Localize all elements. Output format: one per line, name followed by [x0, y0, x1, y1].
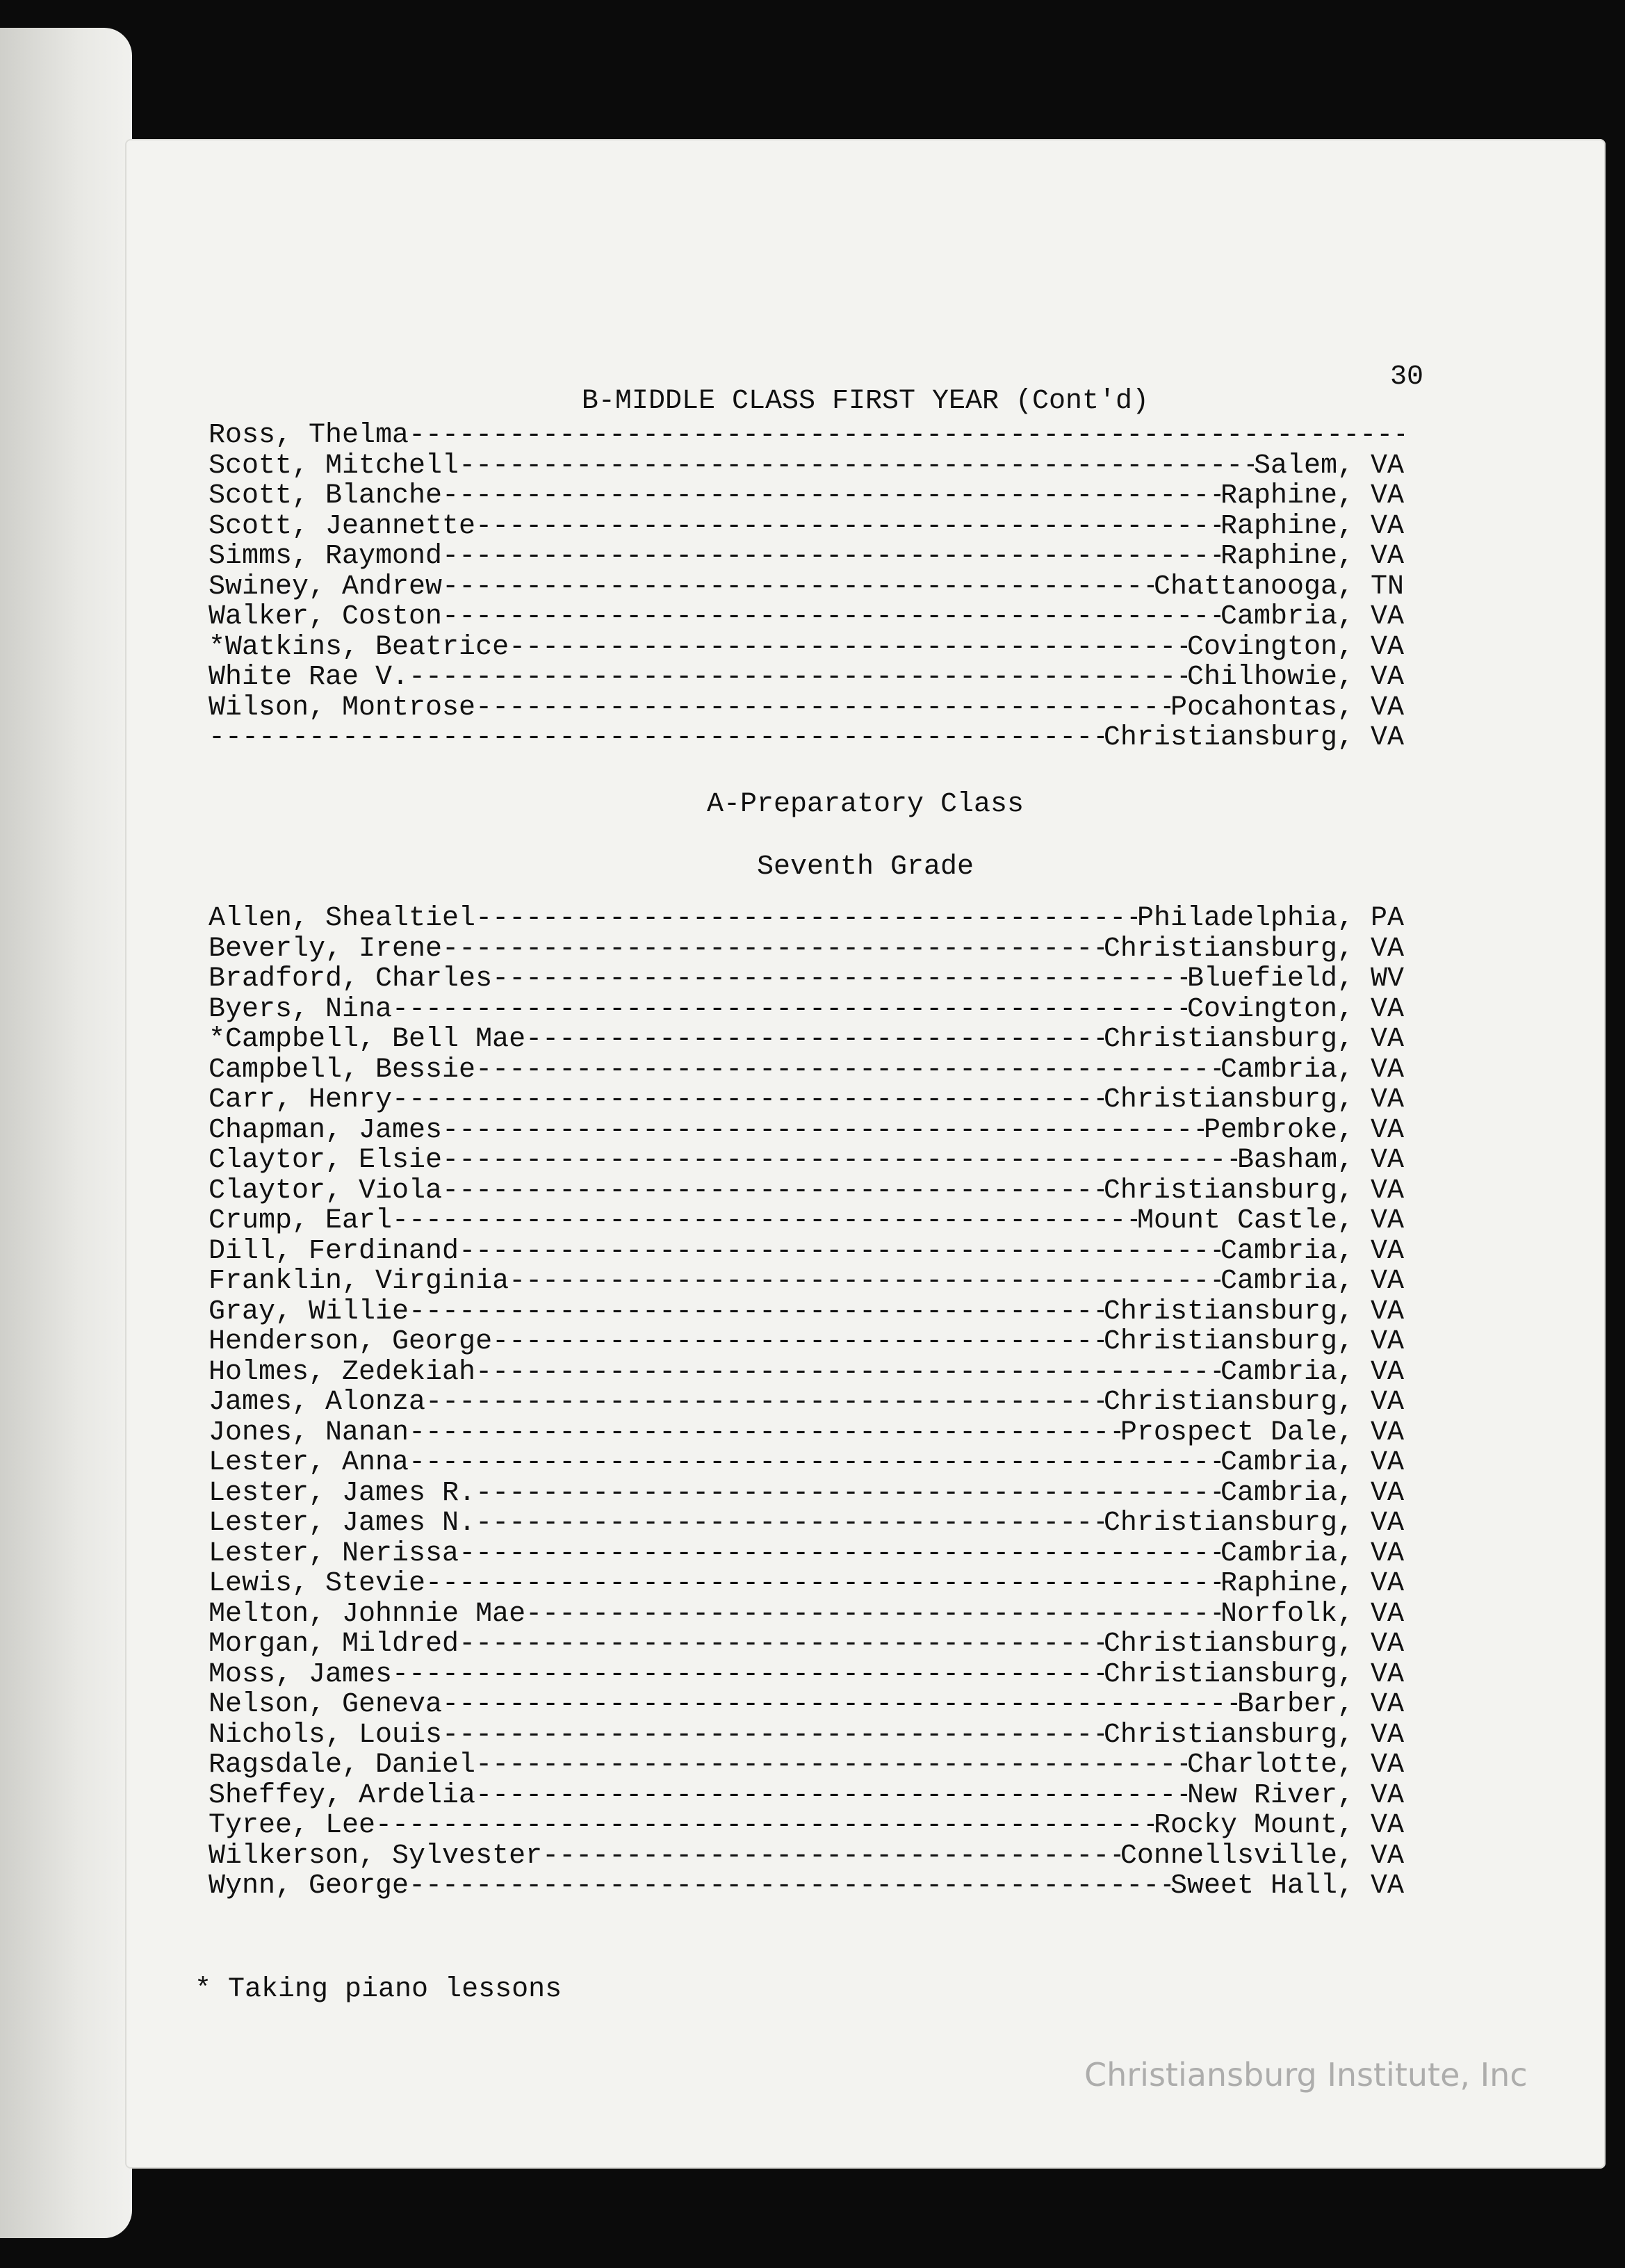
list-item — [209, 512, 1404, 542]
leader-dashes — [475, 1508, 1104, 1539]
leader-dashes — [409, 1418, 1120, 1449]
list-item — [209, 1539, 1404, 1569]
hometown: Cambria, VA — [1220, 1235, 1404, 1267]
list-item — [209, 1720, 1404, 1751]
student-name: Ross, Thelma — [209, 420, 409, 451]
leader-dashes — [459, 1539, 1220, 1569]
page-number: 30 — [1390, 361, 1424, 393]
student-name: Tyree, Lee — [209, 1810, 376, 1841]
hometown: Cambria, VA — [1220, 1054, 1404, 1086]
student-name: James, Alonza — [209, 1387, 426, 1418]
leader-dashes — [425, 1569, 1220, 1599]
hometown: Salem, VA — [1253, 450, 1404, 482]
leader-dashes — [442, 1116, 1204, 1146]
leader-dashes — [442, 1720, 1104, 1751]
student-name: Henderson, George — [209, 1326, 493, 1357]
student-name: Moss, James — [209, 1658, 393, 1690]
leader-dashes — [442, 1176, 1104, 1207]
list-item — [209, 1811, 1404, 1841]
seventh-grade-list — [209, 904, 1404, 1902]
hometown: Raphine, VA — [1220, 510, 1404, 542]
student-name: Wilkerson, Sylvester — [209, 1840, 543, 1872]
student-name: Swiney, Andrew — [209, 571, 443, 603]
student-name: Scott, Jeannette — [209, 510, 476, 542]
leader-dashes — [442, 1690, 1237, 1720]
student-name: Allen, Shealtiel — [209, 903, 476, 934]
leader-dashes — [409, 1297, 1104, 1328]
hometown: Cambria, VA — [1220, 1356, 1404, 1388]
list-item — [209, 1660, 1404, 1690]
student-name: Melton, Johnnie Mae — [209, 1598, 526, 1630]
hometown: Raphine, VA — [1220, 480, 1404, 512]
hometown: Christiansburg, VA — [1103, 1024, 1404, 1055]
hometown: New River, VA — [1186, 1779, 1404, 1811]
student-name: *Campbell, Bell Mae — [209, 1024, 526, 1055]
student-name: Scott, Mitchell — [209, 450, 459, 482]
middle-class-list — [209, 421, 1404, 753]
leader-dashes — [475, 1750, 1187, 1781]
hometown: Christiansburg, VA — [1103, 1508, 1404, 1539]
student-name: Campbell, Bessie — [209, 1054, 476, 1086]
document-page — [125, 139, 1606, 2169]
leader-dashes — [409, 662, 1187, 693]
hometown: Cambria, VA — [1220, 601, 1404, 633]
leader-dashes — [542, 1841, 1120, 1872]
hometown: Christiansburg, VA — [1103, 1326, 1404, 1357]
leader-dashes — [509, 633, 1187, 663]
student-name: Holmes, Zedekiah — [209, 1356, 476, 1388]
list-item — [209, 1297, 1404, 1328]
list-item — [209, 541, 1404, 572]
student-name: Lewis, Stevie — [209, 1568, 426, 1599]
student-name: Franklin, Virginia — [209, 1266, 509, 1297]
list-item — [209, 1478, 1404, 1509]
leader-dashes — [392, 995, 1187, 1025]
leader-dashes — [392, 1660, 1104, 1690]
hometown: Bluefield, WV — [1186, 963, 1404, 995]
leader-dashes — [475, 512, 1220, 542]
list-item — [209, 1599, 1404, 1630]
list-item — [209, 481, 1404, 512]
list-item — [209, 602, 1404, 633]
hometown: Christiansburg, VA — [1103, 1387, 1404, 1418]
list-item — [209, 693, 1404, 724]
hometown: Barber, VA — [1236, 1689, 1404, 1720]
hometown: Covington, VA — [1186, 631, 1404, 663]
list-item — [209, 451, 1404, 482]
leader-dashes — [409, 1871, 1170, 1902]
student-name: Ragsdale, Daniel — [209, 1749, 476, 1781]
hometown: Christiansburg, VA — [1103, 933, 1404, 965]
leader-dashes — [425, 1387, 1104, 1418]
hometown: Christiansburg, VA — [1103, 1629, 1404, 1660]
leader-dashes — [459, 1629, 1104, 1660]
list-item — [209, 1448, 1404, 1478]
list-item — [209, 1781, 1404, 1811]
student-name: Nelson, Geneva — [209, 1689, 443, 1720]
list-item — [209, 1871, 1404, 1902]
hometown: Basham, VA — [1236, 1145, 1404, 1176]
student-name: Wynn, George — [209, 1870, 409, 1902]
hometown: Christiansburg, VA — [1103, 1084, 1404, 1116]
leader-dashes — [475, 1357, 1220, 1388]
hometown: Charlotte, VA — [1186, 1749, 1404, 1781]
student-name: Lester, Nerissa — [209, 1537, 459, 1569]
leader-dashes — [209, 723, 1104, 753]
list-item — [209, 662, 1404, 693]
hometown: Connellsville, VA — [1120, 1840, 1404, 1872]
leader-dashes — [475, 1055, 1220, 1086]
leader-dashes — [492, 964, 1187, 995]
student-name: Claytor, Viola — [209, 1175, 443, 1207]
hometown: Christiansburg, VA — [1103, 722, 1404, 753]
list-item — [209, 934, 1404, 965]
student-name: Lester, James N. — [209, 1508, 476, 1539]
list-item — [209, 1569, 1404, 1599]
leader-dashes — [392, 1085, 1104, 1116]
section-subheading-seventh-grade: Seventh Grade — [756, 851, 974, 883]
student-name: Lester, James R. — [209, 1477, 476, 1509]
leader-dashes — [442, 572, 1154, 603]
leader-dashes — [442, 1145, 1237, 1176]
hometown: Cambria, VA — [1220, 1266, 1404, 1297]
leader-dashes — [442, 602, 1220, 633]
list-item — [209, 421, 1404, 451]
leader-dashes — [475, 1781, 1187, 1811]
list-item — [209, 904, 1404, 934]
list-item — [209, 1841, 1404, 1872]
list-item — [209, 1327, 1404, 1357]
hometown: Pembroke, VA — [1203, 1114, 1404, 1146]
hometown: Sweet Hall, VA — [1170, 1870, 1404, 1902]
hometown: Prospect Dale, VA — [1120, 1417, 1404, 1449]
student-name: Simms, Raymond — [209, 541, 443, 572]
student-name: White Rae V. — [209, 662, 409, 693]
footnote: * Taking piano lessons — [195, 1974, 562, 2005]
hometown: Christiansburg, VA — [1103, 1175, 1404, 1207]
leader-dashes — [442, 481, 1220, 512]
list-item — [209, 1055, 1404, 1086]
list-item — [209, 1176, 1404, 1207]
leader-dashes — [525, 1599, 1220, 1630]
student-name: Claytor, Elsie — [209, 1145, 443, 1176]
leader-dashes — [475, 693, 1170, 724]
list-item — [209, 1357, 1404, 1388]
student-name: Crump, Earl — [209, 1205, 393, 1237]
list-item — [209, 1690, 1404, 1720]
hometown: Raphine, VA — [1220, 1568, 1404, 1599]
section-heading-middle-class: B-MIDDLE CLASS FIRST YEAR (Cont'd) — [581, 386, 1150, 417]
student-name: Wilson, Montrose — [209, 692, 476, 724]
leader-dashes — [442, 541, 1220, 572]
hometown: Rocky Mount, VA — [1153, 1810, 1404, 1841]
list-item — [209, 1387, 1404, 1418]
hometown: Mount Castle, VA — [1136, 1205, 1404, 1237]
student-name: Scott, Blanche — [209, 480, 443, 512]
leader-dashes — [375, 1811, 1154, 1841]
leader-dashes — [459, 1237, 1220, 1267]
hometown: Raphine, VA — [1220, 541, 1404, 572]
hometown: Cambria, VA — [1220, 1477, 1404, 1509]
hometown: Cambria, VA — [1220, 1537, 1404, 1569]
leader-dashes — [392, 1206, 1137, 1237]
hometown: Chilhowie, VA — [1186, 662, 1404, 693]
facing-page-edge — [0, 28, 132, 2238]
list-item — [209, 572, 1404, 603]
hometown: Norfolk, VA — [1220, 1598, 1404, 1630]
leader-dashes — [442, 934, 1104, 965]
student-name: Jones, Nanan — [209, 1417, 409, 1449]
student-name: Dill, Ferdinand — [209, 1235, 459, 1267]
student-name: Walker, Coston — [209, 601, 443, 633]
list-item — [209, 1085, 1404, 1116]
list-item — [209, 1418, 1404, 1449]
student-name: Byers, Nina — [209, 993, 393, 1025]
hometown: Pocahontas, VA — [1170, 692, 1404, 724]
leader-dashes — [409, 421, 1404, 451]
leader-dashes — [525, 1025, 1104, 1055]
student-name: Gray, Willie — [209, 1296, 409, 1328]
list-item — [209, 964, 1404, 995]
list-item — [209, 1237, 1404, 1267]
list-item — [209, 1116, 1404, 1146]
student-name: Beverly, Irene — [209, 933, 443, 965]
student-name: Morgan, Mildred — [209, 1629, 459, 1660]
list-item — [209, 723, 1404, 753]
section-heading-preparatory-class: A-Preparatory Class — [706, 789, 1024, 820]
list-item — [209, 633, 1404, 663]
leader-dashes — [409, 1448, 1220, 1478]
hometown: Christiansburg, VA — [1103, 1719, 1404, 1751]
list-item — [209, 1206, 1404, 1237]
leader-dashes — [509, 1266, 1220, 1297]
list-item — [209, 1629, 1404, 1660]
hometown: Covington, VA — [1186, 993, 1404, 1025]
leader-dashes — [492, 1327, 1104, 1357]
leader-dashes — [475, 1478, 1220, 1509]
student-name: Carr, Henry — [209, 1084, 393, 1116]
hometown: Christiansburg, VA — [1103, 1658, 1404, 1690]
student-name: Lester, Anna — [209, 1447, 409, 1478]
hometown: Christiansburg, VA — [1103, 1296, 1404, 1328]
student-name: Nichols, Louis — [209, 1719, 443, 1751]
hometown: Philadelphia, PA — [1136, 903, 1404, 934]
list-item — [209, 1145, 1404, 1176]
list-item — [209, 1508, 1404, 1539]
list-item — [209, 1750, 1404, 1781]
list-item — [209, 995, 1404, 1025]
student-name: *Watkins, Beatrice — [209, 631, 509, 663]
hometown: Cambria, VA — [1220, 1447, 1404, 1478]
leader-dashes — [475, 904, 1137, 934]
student-name: Bradford, Charles — [209, 963, 493, 995]
student-name: Chapman, James — [209, 1114, 443, 1146]
list-item — [209, 1025, 1404, 1055]
leader-dashes — [459, 451, 1254, 482]
watermark: Christiansburg Institute, Inc — [1084, 2056, 1528, 2094]
list-item — [209, 1266, 1404, 1297]
hometown: Chattanooga, TN — [1153, 571, 1404, 603]
student-name: Sheffey, Ardelia — [209, 1779, 476, 1811]
